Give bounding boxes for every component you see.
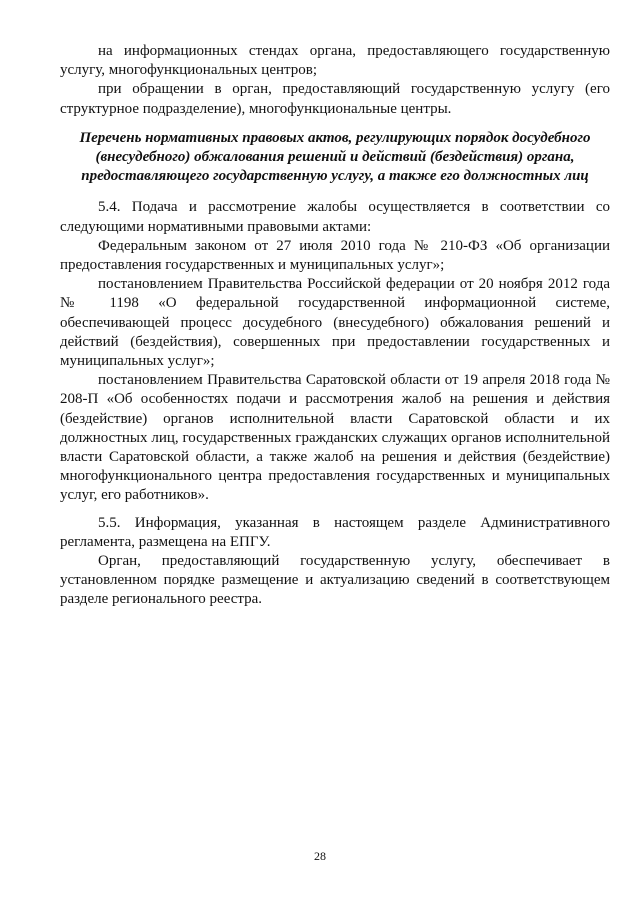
section-heading-line: Перечень нормативных правовых актов, регулирующих порядок досудебного xyxy=(79,129,591,146)
paragraph-info-stands: на информационных стендах органа, предоставляющего государственную услугу, многофункциональных центров; xyxy=(60,43,610,79)
section-heading-line: предоставляющего государственную услугу, а также его должностных лиц xyxy=(81,168,589,185)
page-number: 28 xyxy=(314,849,326,863)
clause-5-4-intro: 5.4. Подача и рассмотрение жалобы осуществляется в соответствии со следующими нормативными правовыми актами: xyxy=(60,199,610,235)
page-content xyxy=(60,42,610,610)
clause-5-4-federal-law: Федеральным законом от 27 июля 2010 года № 210-ФЗ «Об организации предоставления государственных и муниципальных услуг»; xyxy=(60,237,610,274)
clause-5-5-followup: Орган, предоставляющий государственную услугу, обеспечивает в установленном порядке размещение и актуализацию сведений в соответствующем разделе регионального реестра. xyxy=(60,553,610,608)
clause-5-5-text: 5.5. Информация, указанная в настоящем разделе Административного регламента, размещена на ЕПГУ. xyxy=(60,514,610,550)
section-heading xyxy=(60,129,610,187)
clause-5-4-government-resolution: постановлением Правительства Российской федерации от 20 ноября 2012 года № 1198 «О федеральной государственной информационной системе, обеспечивающей процесс досудебного (внесудебного) обжалования решений и действий (бездействия), совершенных при предоставлении государственных и муниципальных услуг»; xyxy=(60,276,610,370)
clause-5-4-regional-resolution: постановлением Правительства Саратовской области от 19 апреля 2018 года № 208-П «Об особенностях подачи и рассмотрения жалоб на решения и действия (бездействие) органов исполнительной власти Саратовской области и их должностных лиц, государственных гражданских служащих органов исполнительной власти Саратовской области, а также жалоб на решения и действия (бездействие) многофункционального центра предоставления государственных и муниципальных услуг, его работников». xyxy=(60,372,610,504)
section-heading-line: (внесудебного) обжалования решений и действий (бездействия) органа, xyxy=(95,149,575,166)
paragraph-in-person-request: при обращении в орган, предоставляющий государственную услугу (его структурное подразделение), многофункциональные центры. xyxy=(60,81,610,117)
